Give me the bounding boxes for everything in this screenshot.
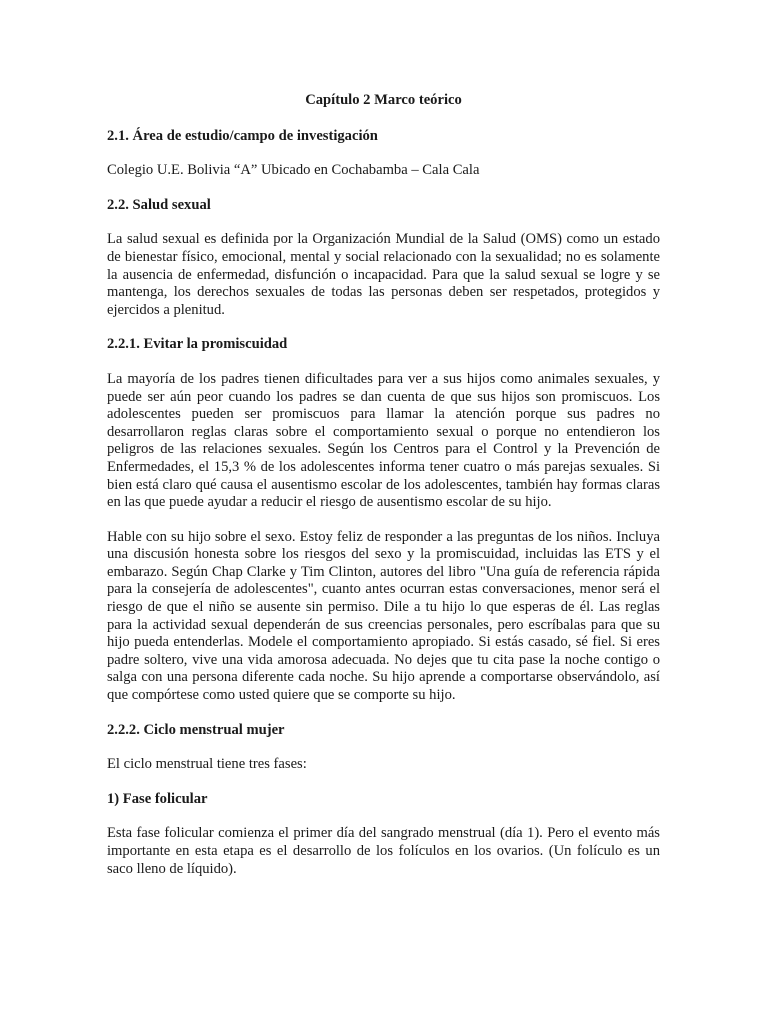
section-paragraph-2-1: Colegio U.E. Bolivia “A” Ubicado en Cochabamba – Cala Cala bbox=[107, 162, 480, 179]
section-heading-2-1: 2.1. Área de estudio/campo de investigación bbox=[107, 127, 378, 144]
section-heading-2-2: 2.2. Salud sexual bbox=[107, 196, 211, 213]
subsection-heading-fase-folicular: 1) Fase folicular bbox=[107, 790, 208, 807]
section-paragraph-2-2-1-a: La mayoría de los padres tienen dificultades para ver a sus hijos como animales sexuales, y puede ser aún peor cuando los padres se dan cuenta de que sus hijos son promiscuos. Los adolescentes pueden ser promiscuos para llamar la atención porque sus padres no desarrollaron reglas claras sobre el comportamiento sexual o porque no entendieron los peligros de las relaciones sexuales. Según los Centros para el Control y la Prevención de Enfermedades, el 15,3 % de los adolescentes informa tener cuatro o más parejas sexuales. Si bien está claro qué causa el ausentismo escolar de los adolescentes, también hay formas claras en las que puede ayudar a reducir el riesgo de ausentismo escolar de su hijo. bbox=[107, 370, 660, 511]
section-heading-2-2-1: 2.2.1. Evitar la promiscuidad bbox=[107, 336, 288, 353]
section-heading-2-2-2: 2.2.2. Ciclo menstrual mujer bbox=[107, 721, 285, 738]
chapter-title: Capítulo 2 Marco teórico bbox=[305, 92, 462, 108]
section-paragraph-2-2-1-b: Hable con su hijo sobre el sexo. Estoy feliz de responder a las preguntas de los niños. Incluya una discusión honesta sobre los riesgos del sexo y la promiscuidad, incluidas las ETS y el embarazo. Según Chap Clarke y Tim Clinton, autores del libro "Una guía de referencia rápida para la consejería de adolescentes", cuanto antes ocurran estas conversaciones, menor será el riesgo de que el niño se ausente sin permiso. Dile a tu hijo lo que esperas de él. Las reglas para la actividad sexual dependerán de sus creencias personales, pero escríbalas para que su hijo pueda entenderlas. Modele el comportamiento apropiado. Si estás casado, sé fiel. Si eres padre soltero, vive una vida amorosa adecuada. No dejes que tu cita pase la noche contigo o salga con una persona diferente cada noche. Su hijo aprende a comportarse observándolo, así que compórtese como usted quiere que se comporte su hijo. bbox=[107, 528, 660, 704]
document-body bbox=[107, 92, 660, 895]
section-paragraph-2-2: La salud sexual es definida por la Organización Mundial de la Salud (OMS) como un estado de bienestar físico, emocional, mental y social relacionado con la sexualidad; no es solamente la ausencia de enfermedad, disfunción o incapacidad. Para que la salud sexual se logre y se mantenga, los derechos sexuales de todas las personas deben ser respetados, protegidos y ejercidos a plenitud. bbox=[107, 231, 660, 318]
subsection-paragraph-fase-folicular: Esta fase folicular comienza el primer día del sangrado menstrual (día 1). Pero el evento más importante en esta etapa es el desarrollo de los folículos en los ovarios. (Un folículo es un saco lleno de líquido). bbox=[107, 825, 660, 877]
section-paragraph-2-2-2: El ciclo menstrual tiene tres fases: bbox=[107, 756, 307, 773]
